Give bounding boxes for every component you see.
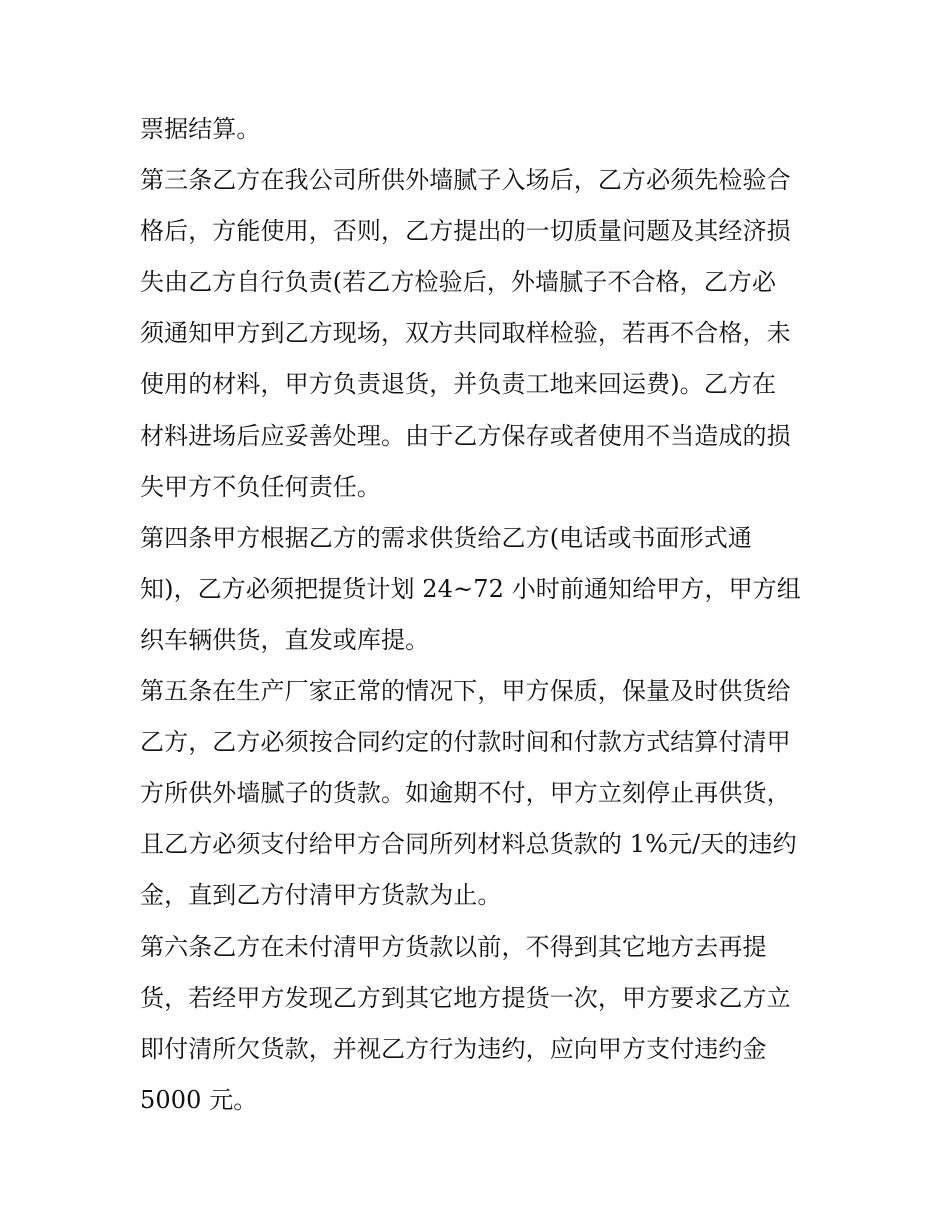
text-line: 金，直到乙方付清甲方货款为止。 [140,881,502,910]
text-line: 第五条在生产厂家正常的情况下，甲方保质，保量及时供货给 [140,677,791,706]
text-line: 第六条乙方在未付清甲方货款以前，不得到其它地方去再提 [140,932,767,961]
text-line: 5000 元。 [140,1085,258,1114]
text-line: 第四条甲方根据乙方的需求供货给乙方(电话或书面形式通 [140,523,752,552]
text-line: 使用的材料，甲方负责退货，并负责工地来回运费)。乙方在 [140,370,777,399]
text-line: 格后，方能使用，否则，乙方提出的一切质量问题及其经济损 [140,217,791,246]
text-line: 织车辆供货，直发或库提。 [140,625,430,654]
text-line: 材料进场后应妥善处理。由于乙方保存或者使用不当造成的损 [140,421,791,450]
text-line: 须通知甲方到乙方现场，双方共同取样检验，若再不合格，未 [140,319,791,348]
text-line: 知)，乙方必须把提货计划 24~72 小时前通知给甲方，甲方组 [140,574,801,603]
text-line: 且乙方必须支付给甲方合同所列材料总货款的 1%元/天的违约 [140,830,797,859]
text-line: 票据结算。 [140,115,261,143]
document-body [140,104,820,1126]
text-line: 第三条乙方在我公司所供外墙腻子入场后，乙方必须先检验合 [140,166,791,195]
text-line: 失由乙方自行负责(若乙方检验后，外墙腻子不合格，乙方必 [140,268,777,297]
text-line: 方所供外墙腻子的货款。如逾期不付，甲方立刻停止再供货， [140,779,791,808]
text-line: 乙方，乙方必须按合同约定的付款时间和付款方式结算付清甲 [140,728,791,757]
text-line: 失甲方不负任何责任。 [140,472,381,501]
text-line: 货，若经甲方发现乙方到其它地方提货一次，甲方要求乙方立 [140,983,791,1012]
text-line: 即付清所欠货款，并视乙方行为违约，应向甲方支付违约金 [140,1034,767,1063]
